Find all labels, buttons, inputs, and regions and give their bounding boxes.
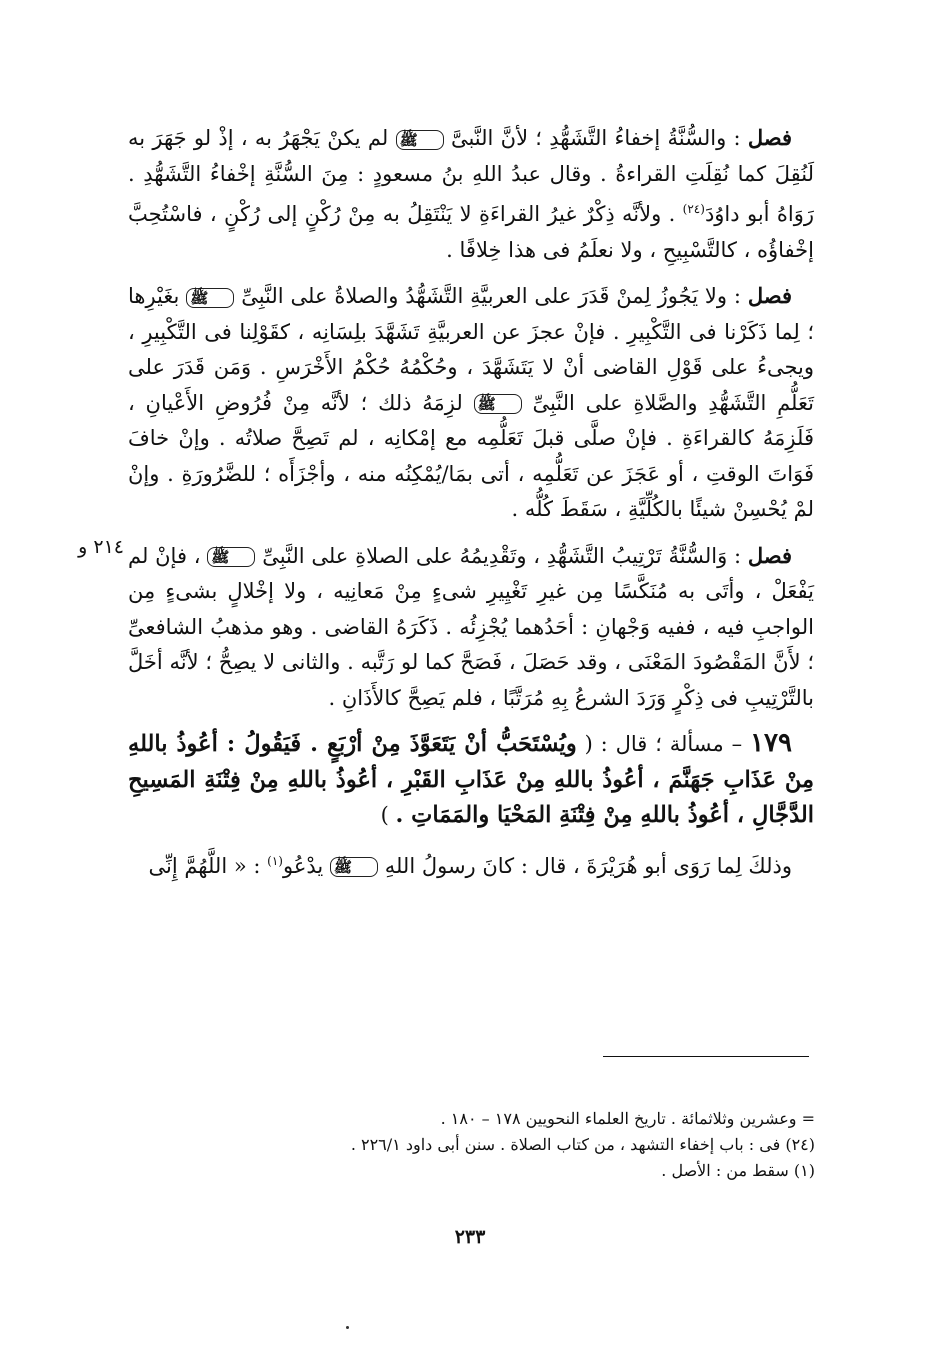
matn-bold-text: ويُسْتَحَبُّ أنْ يَتَعَوَّذَ مِنْ أرْبَعٍ . فَيَقُولُ : أعُوذُ باللهِ مِنْ عَذَابِ جَهَنَّمَ ، أعُوذُ باللهِ مِنْ عَذَابِ القَبْرِ ، أعُوذُ باللهِ مِنْ فِتْنَةِ المَسِيحِ الدَّجَّالِ ، أعُوذُ باللهِ مِنْ فِتْنَةِ المَحْيَا والمَمَاتِ .: [128, 731, 814, 828]
paragraph-fasl-3: [128, 538, 814, 717]
paragraph-text: : وَالسُّنَّةُ تَرْتِيبُ التَّشَهُّدِ ، وتَقْدِيمُهُ على الصلاةِ على النَّبِىِّ: [262, 543, 742, 568]
salawat-ligature: ﷺ: [396, 130, 444, 150]
footnote-ref[interactable]: (١): [267, 853, 283, 868]
footnotes: [260, 1106, 815, 1184]
footnote-divider: [603, 1056, 809, 1057]
paragraph-fasl-1: [128, 120, 814, 268]
paragraph-fasl-2: [128, 278, 814, 528]
salawat-ligature: ﷺ: [207, 547, 255, 567]
main-text: [128, 120, 814, 884]
paragraph-text: : والسُّنَّةُ إخفاءُ التَّشَهُّدِ ؛ لأنَّ النَّبىَّ: [450, 126, 741, 150]
paragraph-text: : ولا يَجُوزُ لِمنْ قَدَرَ على العربيَّةِ التَّشَهُّدُ والصلاةُ على النَّبِىِّ: [241, 284, 741, 308]
masala-number: ١٧٩: [750, 728, 792, 758]
paragraph-text: يدْعُو: [282, 853, 324, 878]
paragraph-text: ، فإنْ لم يَفْعَلْ ، وأتَى به مُنَكَّسًا مِن غيرِ تَغْيِيرِ شىءٍ مِنْ مَعانِيه ، ولا إخْلالٍ بشىءٍ مِن الواجبِ فيه ، ففيه وَجْهانِ : أحَدُهما يُجْزِئُه . ذَكَرَهُ القاضى . وهو مذهبُ الشافعىِّ ؛ لأَنَّ المَقْصُودَ المَعْنَى ، وقد حَصَلَ ، فَصَحَّ كما لو رَتَّبه . والثانى لا يصِحُّ ؛ لأنَّه أخَلَّ بالتَّرْتِيبِ فى ذِكْرٍ وَرَدَ الشرعُ بِهِ مُرَتَّبًا ، فلم يَصِحَّ كالأَذَانِ .: [128, 543, 814, 710]
paragraph-text: لم يكنْ يَجْهَرُ به ، إذْ لو جَهَرَ به لَنُقِلَ كما نُقِلَتِ القراءةُ . وقال عبدُ اللهِ بنُ مسعودٍ : مِنَ السُّنَّةِ إخْفاءُ التَّشَهُّدِ . رَوَاهُ أبو داوُدَ: [128, 126, 814, 226]
section-label: فصل: [747, 542, 792, 568]
manuscript-folio-note: ٢١٤ و: [78, 536, 124, 558]
paragraph-masala: [128, 726, 814, 834]
salawat-ligature: ﷺ: [186, 288, 234, 308]
page-number: ٢٣٣: [454, 1226, 486, 1248]
section-label: فصل: [747, 125, 792, 150]
paragraph-text: بغَيْرِها ؛ لِما ذَكَرْنا فى التَّكْبِيرِ . فإنْ عجزَ عن العربيَّةِ تَشَهَّدَ بلِسَانِه ، كقَوْلِنا فى التَّكْبِيرِ ، ويجىءُ على قَوْلِ القاضى أنْ لا يَتَشَهَّدَ ، وحُكْمُهُ حُكْمُ الأَخْرَسِ . وَمَن قَدَرَ على تَعَلُّمِ التَّشَهُّدِ والصَّلاةِ على النَّبِىِّ: [128, 284, 814, 415]
paragraph-text: . ولأنَّه ذِكْرٌ غيرُ القراءَةِ لا يَنْتَقِلُ به مِنْ رُكْنٍ إلى رُكْنٍ ، فاسْتُحِبَّ إخْفاؤُه ، كالتَّسْبِيحِ ، ولا نعلَمُ فى هذا خِلافًا .: [128, 202, 814, 262]
paragraph-text: ): [380, 803, 389, 827]
paragraph-text: لزِمَهُ ذلك ؛ لأنَّه مِنْ فُرُوضِ الأَعْيانِ ، فَلَزِمَهُ كالقراءَةِ . فإنْ صلَّى قبلَ تَعَلُّمِه مع إمْكانِه ، لم تَصِحَّ صلاتُه . وإنْ خافَ فَوَاتَ الوقتِ ، أو عَجَزَ عن تَعَلُّمِه ، أتى بمَا/يُمْكِنُه منه ، وأجْزَأَه ؛ للضَّرُورَةِ . وإنْ لمْ يُحْسِنْ شيئًا بالكُلِّيَّةِ ، سَقَطَ كُلُّه .: [128, 390, 814, 521]
paragraph-text: – مسألة ؛ قال : (: [584, 732, 743, 756]
paragraph-text: : « اللَّهُمَّ إِنِّى: [148, 853, 261, 878]
footnote-item: = وعشرين وثلاثمائة . تاريخ العلماء النحويين ١٧٨ – ١٨٠ .: [440, 1109, 815, 1128]
section-label: فصل: [747, 283, 792, 308]
salawat-ligature: ﷺ: [474, 394, 522, 414]
footnote-ref[interactable]: (٢٤): [682, 202, 705, 216]
scan-speck: [346, 1326, 349, 1329]
footnote-item: (١) سقط من : الأصل .: [661, 1161, 815, 1180]
paragraph-text: وذلكَ لِما رَوَى أبو هُرَيْرَةَ ، قال : كانَ رسولُ اللهِ: [384, 853, 792, 878]
paragraph-commentary: [128, 844, 814, 885]
footnote-item: (٢٤) فى : باب إخفاء التشهد ، من كتاب الصلاة . سنن أبى داود ٢٢٦/١ .: [350, 1135, 815, 1154]
salawat-ligature: ﷺ: [330, 857, 378, 877]
